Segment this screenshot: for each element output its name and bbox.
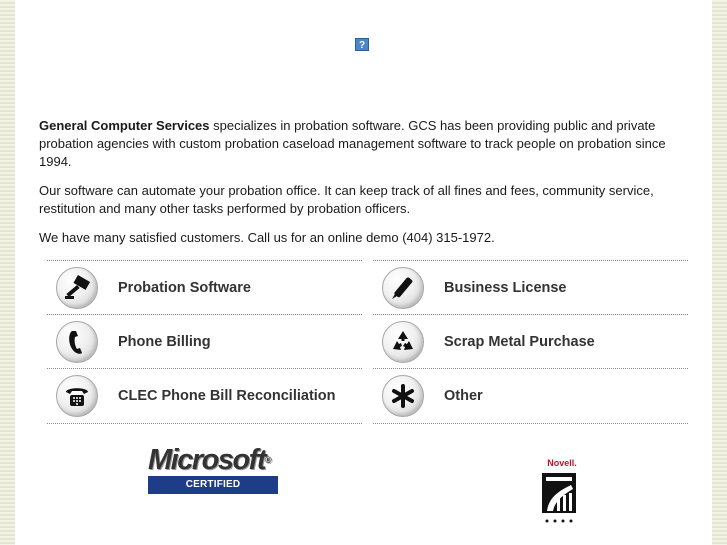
menu-label-phone-billing: Phone Billing <box>118 333 211 350</box>
right-decorative-stripe <box>712 0 727 545</box>
menu-row-1 <box>47 260 689 314</box>
telephone-icon <box>56 375 98 417</box>
intro-text <box>39 117 684 258</box>
broken-image-icon: ? <box>355 38 369 51</box>
microsoft-wordmark: Microsoft® <box>148 444 272 476</box>
intro-paragraph-1 <box>39 117 684 171</box>
menu-row-3 <box>47 368 689 422</box>
novell-wordmark: Novell. <box>547 458 577 468</box>
menu-label-other: Other <box>444 387 483 404</box>
pen-icon <box>382 267 424 309</box>
microsoft-certified-logo <box>148 444 284 508</box>
menu-divider-left <box>47 423 362 424</box>
microsoft-certified-bar: CERTIFIED PROFESSIONAL <box>148 476 278 494</box>
menu-item-phone-billing[interactable] <box>47 314 362 368</box>
recycle-icon <box>382 321 424 363</box>
menu-label-scrap-metal-purchase: Scrap Metal Purchase <box>444 333 595 350</box>
asterisk-icon <box>382 375 424 417</box>
menu-item-probation-software[interactable] <box>47 260 362 314</box>
novell-education-badge-icon <box>537 471 581 525</box>
menu-item-other[interactable] <box>373 368 688 422</box>
company-name: General Computer Services <box>39 118 210 133</box>
menu-label-business-license: Business License <box>444 279 567 296</box>
intro-paragraph-1-text: specializes in probation software. GCS has been providing public and private probation agencies with custom probation caseload management software to track people on probation since 1994. <box>39 118 666 169</box>
intro-paragraph-2: Our software can automate your probation office. It can keep track of all fines and fees, community service, restitution and many other tasks performed by probation officers. <box>39 183 654 216</box>
gavel-icon <box>56 267 98 309</box>
menu-label-clec-reconciliation: CLEC Phone Bill Reconciliation <box>118 387 336 404</box>
product-menu <box>47 260 689 422</box>
menu-item-clec-reconciliation[interactable] <box>47 368 362 422</box>
menu-item-business-license[interactable] <box>373 260 688 314</box>
menu-divider-right <box>373 423 688 424</box>
phone-handset-icon <box>56 321 98 363</box>
intro-paragraph-3: We have many satisfied customers. Call us for an online demo (404) 315-1972. <box>39 230 495 245</box>
menu-row-2 <box>47 314 689 368</box>
left-decorative-stripe <box>0 0 15 545</box>
menu-label-probation-software: Probation Software <box>118 279 251 296</box>
menu-item-scrap-metal-purchase[interactable] <box>373 314 688 368</box>
novell-education-logo <box>537 458 587 530</box>
